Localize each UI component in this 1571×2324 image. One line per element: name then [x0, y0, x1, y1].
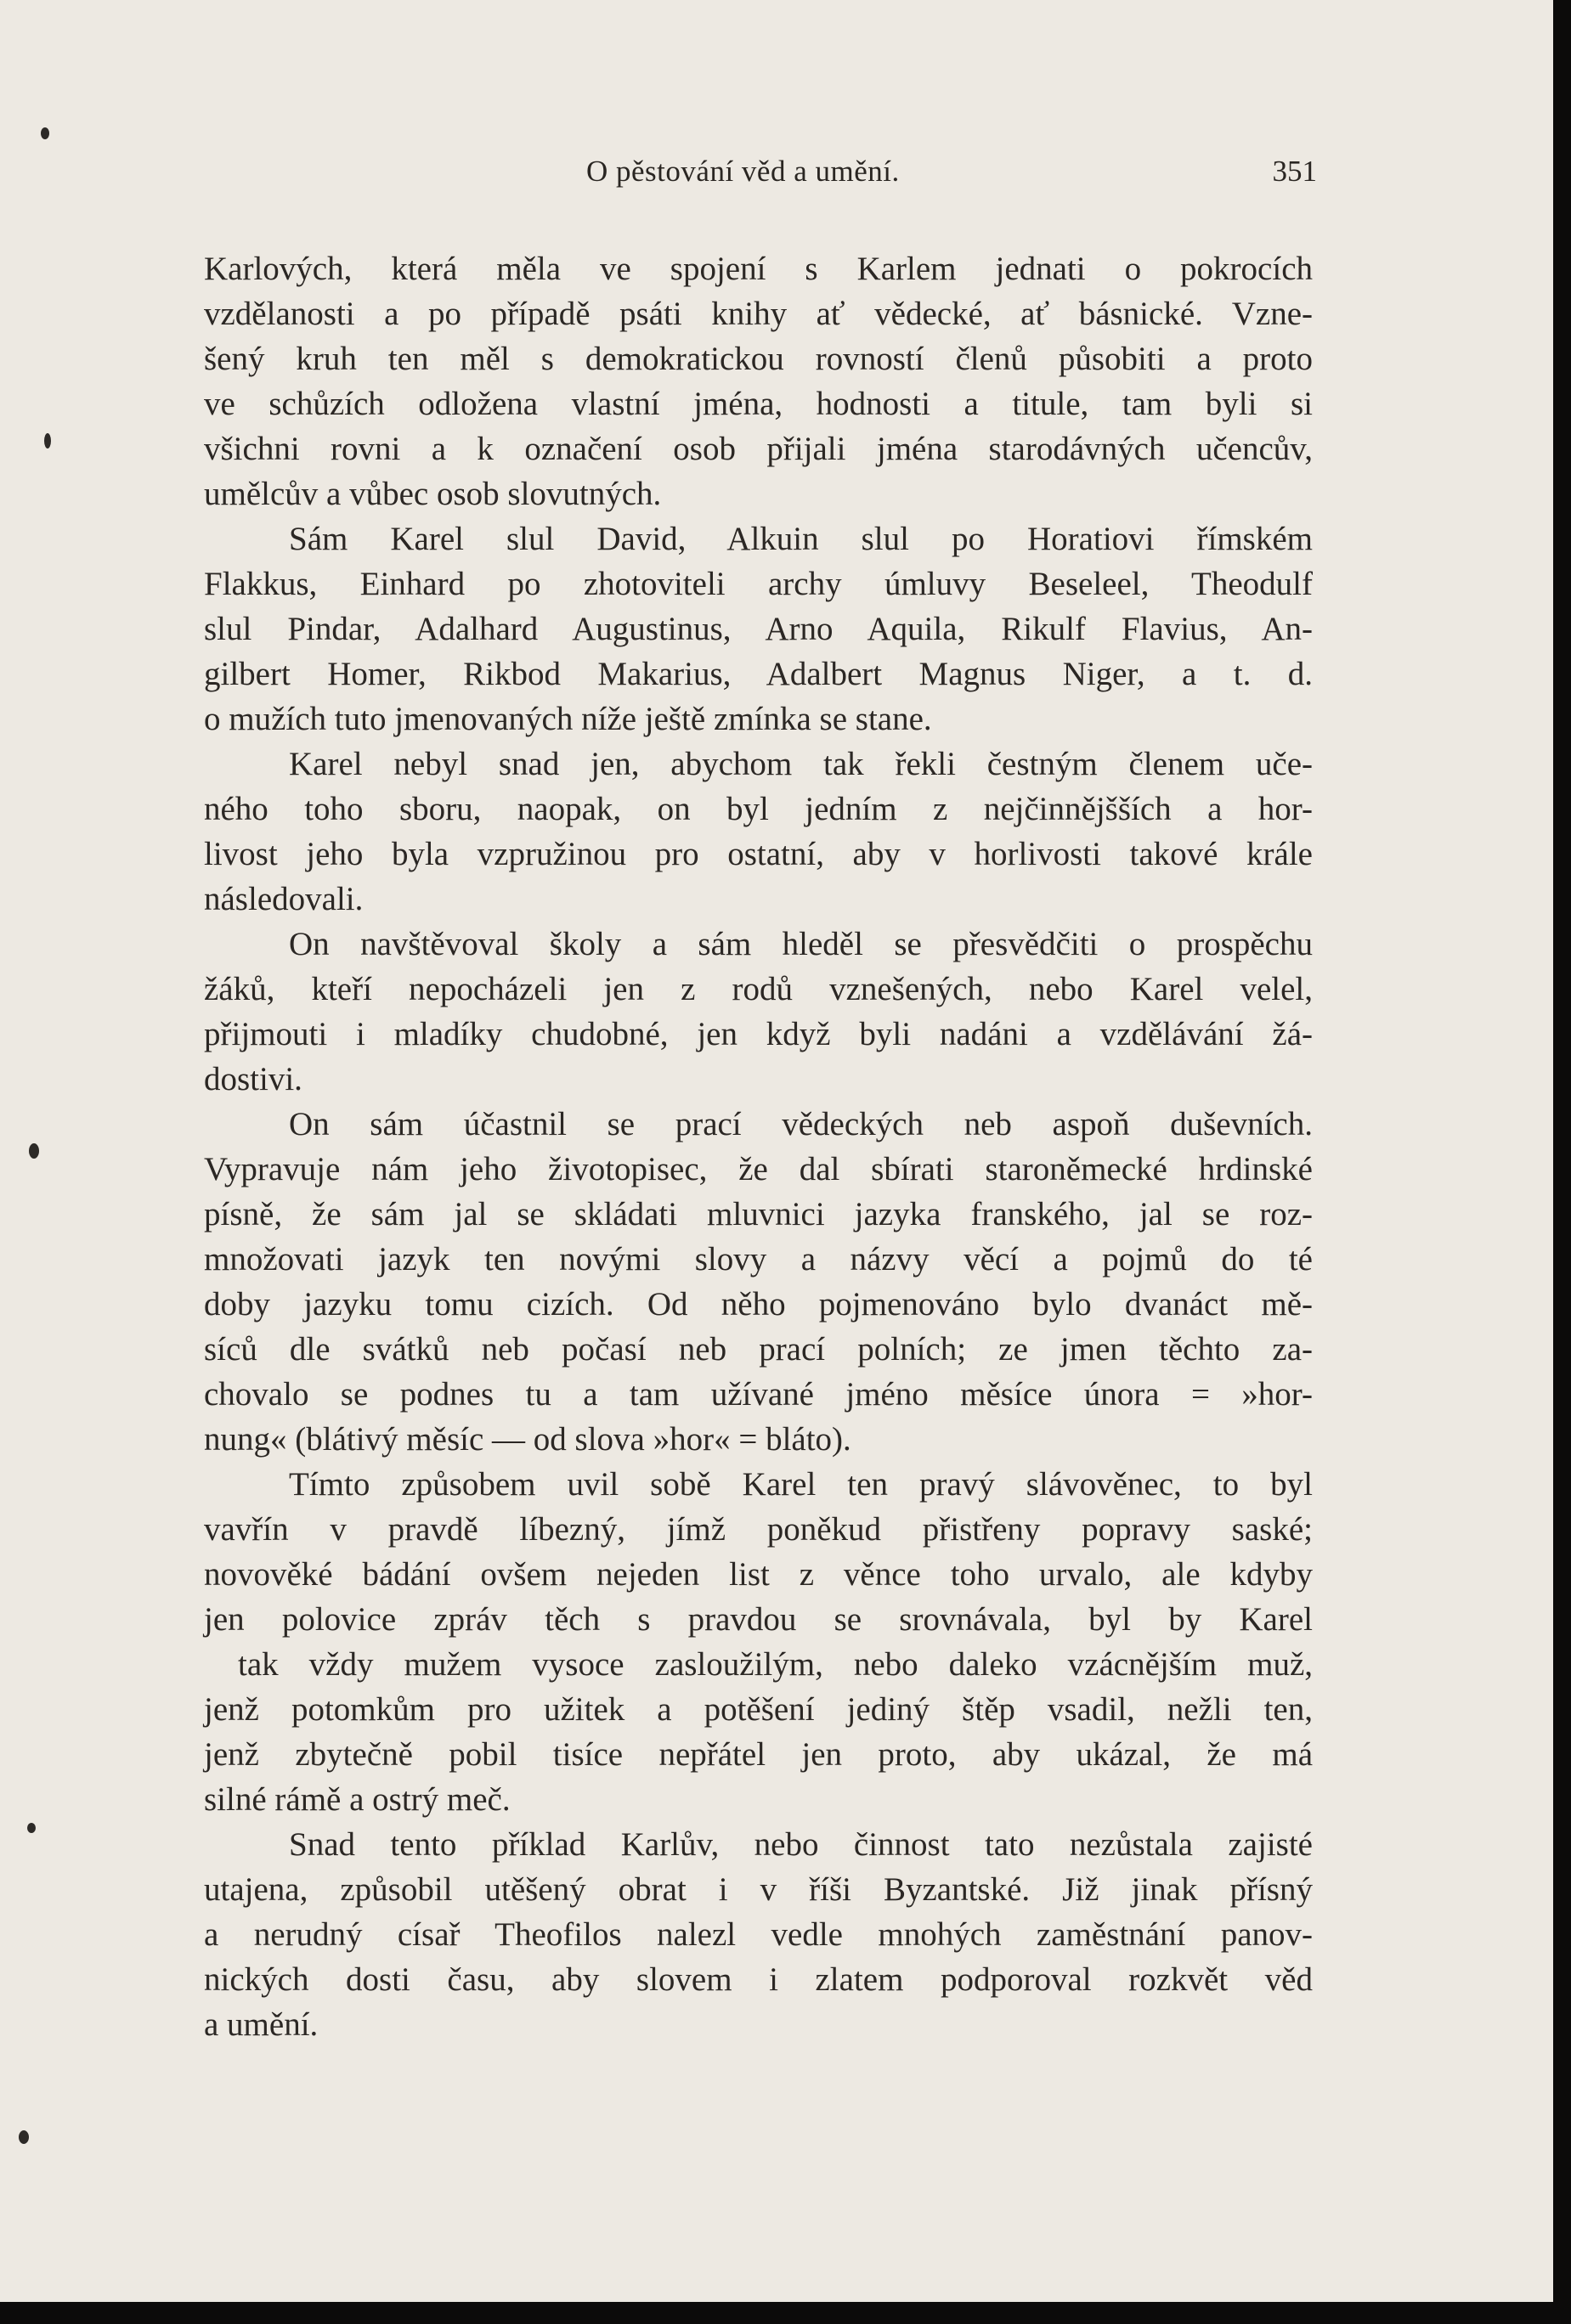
- text-line: umělcův a vůbec osob slovutných.: [204, 476, 662, 512]
- text-line: ného toho sboru, naopak, on byl jedním z nejčinnějšších a hor-: [204, 791, 1313, 827]
- text-line: On sám účastnil se prací vědeckých neb aspoň duševních.: [289, 1106, 1313, 1142]
- text-line: přijmouti i mladíky chudobné, jen když byli nadáni a vzdělávání žá-: [204, 1016, 1313, 1052]
- page-number: 351: [1272, 155, 1317, 188]
- text-line: Sám Karel slul David, Alkuin slul po Horatiovi římském: [289, 521, 1313, 557]
- text-line: Karel nebyl snad jen, abychom tak řekli čestným členem uče-: [289, 746, 1313, 782]
- paragraph: [204, 246, 1313, 516]
- text-line: Tímto způsobem uvil sobě Karel ten pravý slávověnec, to byl: [289, 1466, 1313, 1503]
- text-line: a umění.: [204, 2006, 319, 2043]
- text-line: tak vždy mužem vysoce zasloužilým, nebo daleko vzácnějším muž,: [238, 1646, 1313, 1683]
- text-line: jenž potomkům pro užitek a potěšení jediný štěp vsadil, nežli ten,: [204, 1691, 1313, 1728]
- margin-ink-mark: [29, 1143, 39, 1159]
- paragraph: [204, 516, 1313, 742]
- text-line: dostivi.: [204, 1061, 302, 1097]
- text-line: chovalo se podnes tu a tam užívané jméno měsíce února = »hor-: [204, 1376, 1313, 1413]
- text-line: Vypravuje nám jeho životopisec, že dal sbírati staroněmecké hrdinské: [204, 1151, 1313, 1187]
- margin-ink-mark: [41, 127, 49, 139]
- text-line: šený kruh ten měl s demokratickou rovností členů působiti a proto: [204, 341, 1313, 377]
- text-line: silné rámě a ostrý meč.: [204, 1781, 511, 1818]
- text-line: slul Pindar, Adalhard Augustinus, Arno Aquila, Rikulf Flavius, An-: [204, 611, 1313, 647]
- text-line: utajena, způsobil utěšený obrat i v říši Byzantské. Již jinak přísný: [204, 1871, 1313, 1908]
- text-line: síců dle svátků neb počasí neb prací polních; ze jmen těchto za-: [204, 1331, 1313, 1368]
- margin-ink-mark: [19, 2130, 29, 2144]
- text-line: livost jeho byla vzpružinou pro ostatní, aby v horlivosti takové krále: [204, 836, 1313, 872]
- running-title: O pěstování věd a umění.: [586, 155, 900, 188]
- text-line: gilbert Homer, Rikbod Makarius, Adalbert Magnus Niger, a t. d.: [204, 656, 1313, 692]
- paragraph: [204, 1822, 1313, 2047]
- body-text: [204, 246, 1313, 2047]
- text-line: množovati jazyk ten novými slovy a názvy věcí a pojmů do té: [204, 1241, 1313, 1278]
- text-line: vavřín v pravdě líbezný, jímž poněkud přistřeny popravy saské;: [204, 1511, 1313, 1548]
- text-line: vzdělanosti a po případě psáti knihy ať vědecké, ať básnické. Vzne-: [204, 296, 1313, 332]
- paragraph: [204, 742, 1313, 922]
- margin-ink-mark: [44, 433, 51, 448]
- text-line: novověké bádání ovšem nejeden list z věnce toho urvalo, ale kdyby: [204, 1556, 1313, 1593]
- text-line: žáků, kteří nepocházeli jen z rodů vznešených, nebo Karel velel,: [204, 971, 1313, 1007]
- text-line: Flakkus, Einhard po zhotoviteli archy úmluvy Beseleel, Theodulf: [204, 566, 1313, 602]
- text-line: všichni rovni a k označení osob přijali jména starodávných učencův,: [204, 431, 1313, 467]
- paragraph: [204, 1462, 1313, 1822]
- text-line: doby jazyku tomu cizích. Od něho pojmenováno bylo dvanáct mě-: [204, 1286, 1313, 1323]
- text-line: nických dosti času, aby slovem i zlatem podporoval rozkvět věd: [204, 1961, 1313, 1998]
- text-line: a nerudný císař Theofilos nalezl vedle mnohých zaměstnání panov-: [204, 1916, 1313, 1953]
- text-line: Snad tento příklad Karlův, nebo činnost tato nezůstala zajisté: [289, 1826, 1313, 1863]
- text-line: On navštěvoval školy a sám hleděl se přesvědčiti o prospěchu: [289, 926, 1313, 962]
- text-line: nung« (blátivý měsíc — od slova »hor« = bláto).: [204, 1421, 851, 1458]
- text-line: Karlových, která měla ve spojení s Karlem jednati o pokrocích: [204, 251, 1313, 287]
- margin-ink-mark: [27, 1823, 36, 1833]
- paragraph: [204, 922, 1313, 1102]
- paragraph: [204, 1102, 1313, 1462]
- text-line: následovali.: [204, 881, 364, 917]
- text-line: jenž zbytečně pobil tisíce nepřátel jen proto, aby ukázal, že má: [204, 1736, 1313, 1773]
- text-line: ve schůzích odložena vlastní jména, hodnosti a titule, tam byli si: [204, 386, 1313, 422]
- text-line: jen polovice zpráv těch s pravdou se srovnávala, byl by Karel: [204, 1601, 1313, 1638]
- text-line: o mužích tuto jmenovaných níže ještě zmínka se stane.: [204, 701, 932, 737]
- text-line: písně, že sám jal se skládati mluvnici jazyka franského, jal se roz-: [204, 1196, 1313, 1233]
